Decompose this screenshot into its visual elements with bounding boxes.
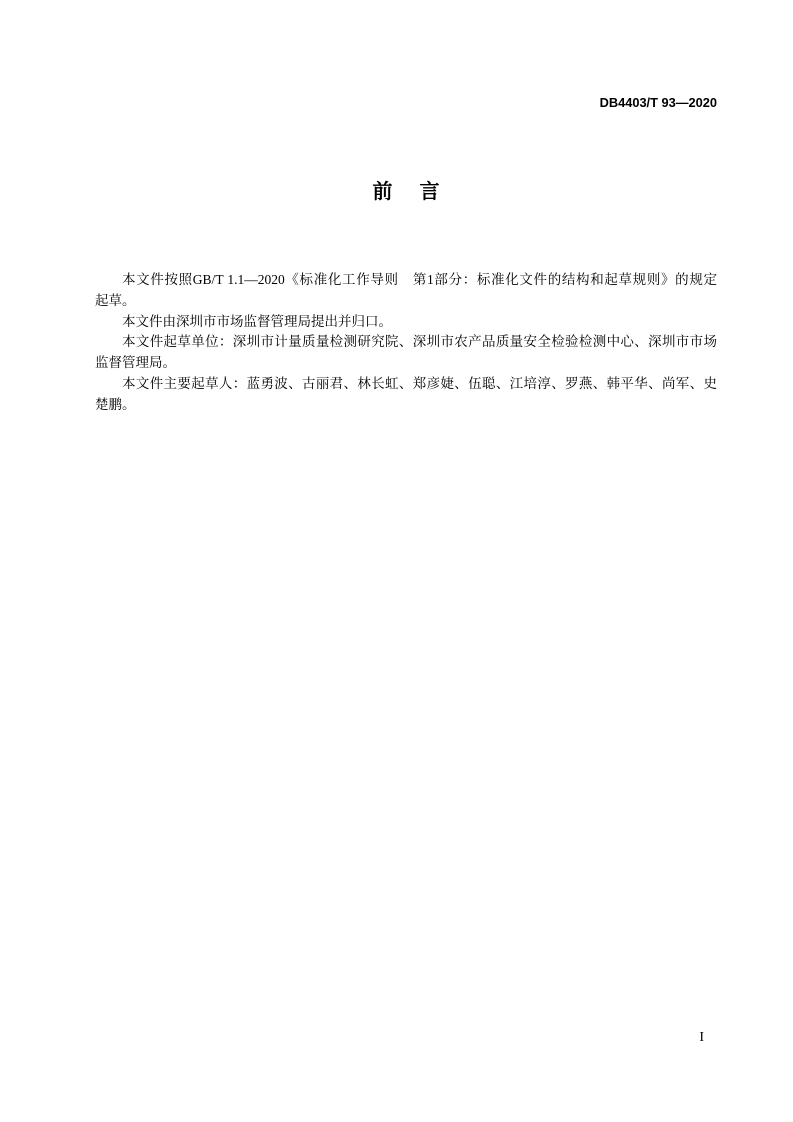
standard-code-header: DB4403/T 93—2020 [599, 95, 717, 110]
paragraph-line: 本文件主要起草人：蓝勇波、古丽君、林长虹、郑彦婕、伍聪、江培淳、罗燕、韩平华、尚军、史 [122, 375, 717, 391]
paragraph-line: 楚鹏。 [95, 396, 136, 412]
foreword-body [95, 270, 717, 416]
paragraph-line: 起草。 [95, 292, 136, 308]
paragraph-line: 本文件按照GB/T 1.1—2020《标准化工作导则 第1部分：标准化文件的结构和起草规则》的规定 [122, 272, 717, 287]
foreword-title: 前 言 [372, 179, 450, 203]
paragraph-drafters [95, 374, 717, 416]
paragraph-drafting-units [95, 332, 717, 374]
paragraph-line: 本文件由深圳市市场监督管理局提出并归口。 [122, 313, 392, 329]
page-number: I [699, 1030, 704, 1045]
paragraph-proposer [95, 312, 717, 333]
paragraph-standard-basis [95, 270, 717, 312]
paragraph-line: 本文件起草单位：深圳市计量质量检测研究院、深圳市农产品质量安全检验检测中心、深圳市市场 [122, 334, 717, 350]
paragraph-line: 监督管理局。 [95, 355, 176, 371]
